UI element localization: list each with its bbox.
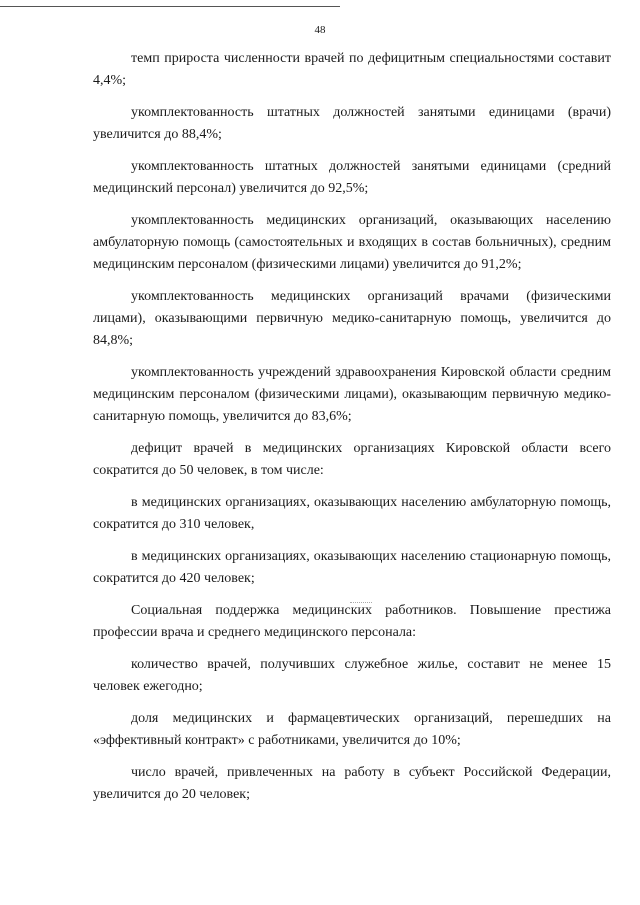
scan-artifact <box>350 602 372 603</box>
paragraph-social-support-heading: Социальная поддержка медицинских работников. Повышение престижа профессии врача и среднего медицинского персонала: <box>93 603 611 640</box>
paragraph-primary-care-physician-staffing: укомплектованность медицинских организаций врачами (физическими лицами), оказывающими первичную медико-санитарную помощь, увеличится до 84,8%; <box>93 289 611 348</box>
paragraph-staffing-physicians: укомплектованность штатных должностей занятыми единицами (врачи) увеличится до 88,4%; <box>93 105 611 142</box>
paragraph-inpatient-deficit: в медицинских организациях, оказывающих населению стационарную помощь, сократится до 420 человек; <box>93 549 611 586</box>
top-rule <box>0 6 340 7</box>
document-body <box>93 48 611 816</box>
paragraph-outpatient-nurse-staffing: укомплектованность медицинских организаций, оказывающих населению амбулаторную помощь (самостоятельных и входящих в состав больничных), средним медицинским персоналом (физическими лицами) увеличится до 91,2%; <box>93 213 611 272</box>
paragraph-housing-provided: количество врачей, получивших служебное жилье, составит не менее 15 человек ежегодно; <box>93 657 611 694</box>
paragraph-outpatient-deficit: в медицинских организациях, оказывающих населению амбулаторную помощь, сократится до 310 человек, <box>93 495 611 532</box>
paragraph-staffing-nurses: укомплектованность штатных должностей занятыми единицами (средний медицинский персонал) увеличится до 92,5%; <box>93 159 611 196</box>
paragraph-recruited-physicians: число врачей, привлеченных на работу в субъект Российской Федерации, увеличится до 20 человек; <box>93 765 611 802</box>
paragraph-physician-deficit: дефицит врачей в медицинских организациях Кировской области всего сократится до 50 человек, в том числе: <box>93 441 611 478</box>
paragraph-kirov-nurse-staffing: укомплектованность учреждений здравоохранения Кировской области средним медицинским персоналом (физическими лицами), оказывающим первичную медико-санитарную помощь, увеличится до 83,6%; <box>93 365 611 424</box>
paragraph-effective-contract: доля медицинских и фармацевтических организаций, перешедших на «эффективный контракт» с работниками, увеличится до 10%; <box>93 711 611 748</box>
paragraph-physician-growth-rate: темп прироста численности врачей по дефицитным специальностями составит 4,4%; <box>93 51 611 88</box>
page-number: 48 <box>314 24 326 36</box>
